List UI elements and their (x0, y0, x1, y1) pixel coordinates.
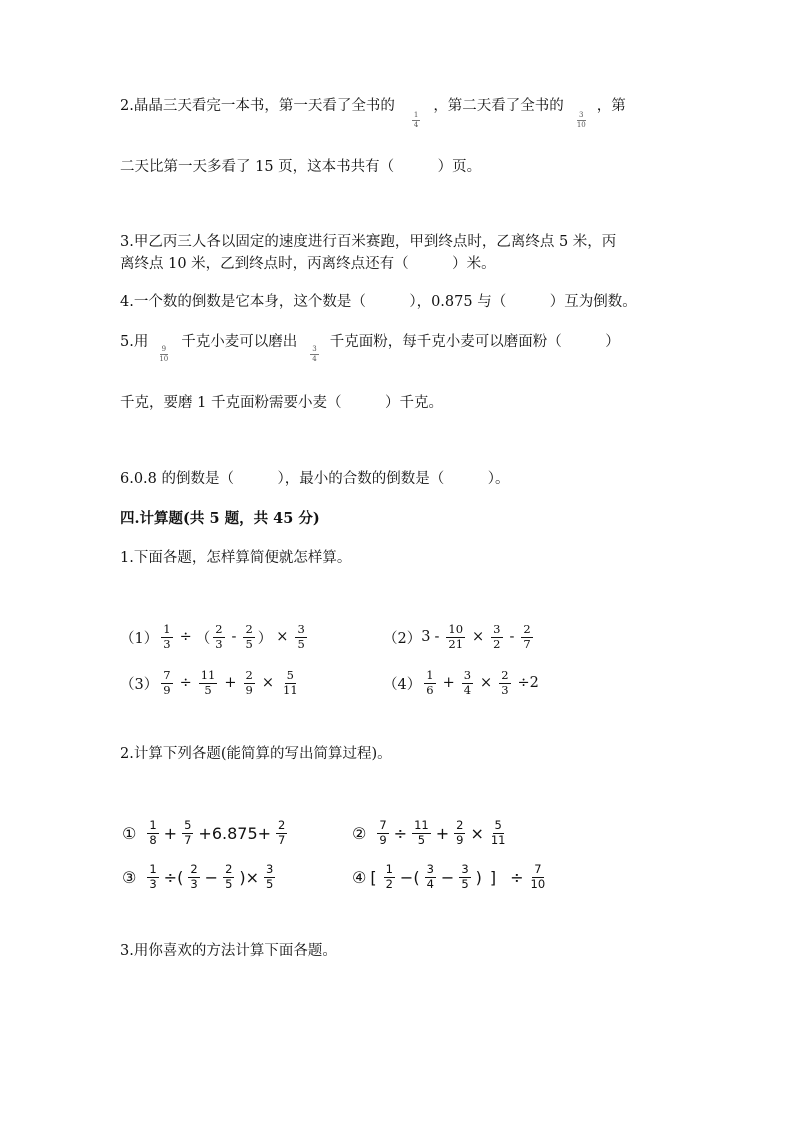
operator: ÷ (179, 675, 192, 691)
operator: ÷ (179, 629, 192, 645)
fraction: $\frac{2}{5}$ (245, 622, 253, 651)
question-2-line-1 (120, 96, 626, 129)
operator: + (224, 675, 237, 691)
q5-text-a: 5.用 (120, 334, 149, 350)
fraction: $\frac{1}{3}$ (149, 862, 157, 891)
operator: × (261, 675, 274, 691)
fraction: $\frac{9}{10}$ (159, 344, 169, 363)
fraction: $\frac{2}{7}$ (523, 622, 531, 651)
problem-label: （2） (383, 630, 422, 647)
operator: ÷ (393, 823, 408, 843)
question-3-line-1: 3.甲乙丙三人各以固定的速度进行百米赛跑，甲到终点时，乙离终点 5 米，丙 (120, 234, 617, 250)
problem-label: ③ (122, 867, 137, 887)
calc-1-problem-4 (383, 670, 543, 696)
fraction: $\frac{3}{4}$ (426, 862, 434, 891)
calc-1-problem-2 (383, 624, 536, 650)
fraction: $\frac{5}{11}$ (490, 818, 506, 847)
operator: − (440, 867, 455, 887)
problem-label: （1） (120, 630, 159, 647)
operator: × (276, 629, 289, 645)
q2-text-c: ，第 (596, 98, 626, 114)
question-5-line-2: 千克，要磨 1 千克面粉需要小麦（ ）千克。 (120, 395, 443, 411)
bracket: ] (489, 867, 497, 887)
operator: × (470, 823, 484, 843)
problem-label: ② (352, 823, 367, 843)
question-5-line-1 (120, 332, 620, 363)
operator: ÷ (510, 867, 524, 887)
operator: + (163, 823, 178, 843)
whole-number: 3 (421, 629, 431, 645)
q5-text-c: 千克面粉，每千克小麦可以磨面粉（ ） (329, 334, 620, 350)
q2-text-a: 2.晶晶三天看完一本书，第一天看了全书的 (120, 98, 395, 114)
operator: + (435, 823, 450, 843)
calc-3-title: 3.用你喜欢的方法计算下面各题。 (120, 943, 337, 959)
fraction: $\frac{7}{9}$ (163, 668, 171, 697)
paren: （ (195, 630, 211, 647)
fraction: $\frac{2}{9}$ (245, 668, 253, 697)
fraction: $\frac{3}{10}$ (576, 110, 586, 129)
fraction: $\frac{3}{4}$ (463, 668, 472, 697)
fraction: $\frac{11}{5}$ (200, 668, 216, 697)
operator: - (231, 629, 237, 645)
fraction: $\frac{1}{2}$ (385, 862, 393, 891)
operator: × (480, 675, 493, 691)
fraction: $\frac{1}{4}$ (413, 110, 419, 129)
operator: −( (399, 867, 420, 887)
operator: + (442, 675, 455, 691)
problem-label: （3） (120, 676, 159, 693)
calc-1-problem-3 (120, 670, 303, 696)
problem-label: （4） (383, 676, 422, 693)
fraction: $\frac{2}{5}$ (225, 862, 233, 891)
calc-1-problem-1 (120, 624, 310, 650)
operator: +6.875+ (198, 823, 272, 843)
calc-2-problem-2 (352, 820, 511, 846)
fraction: $\frac{3}{2}$ (493, 622, 501, 651)
fraction: $\frac{2}{3}$ (215, 622, 223, 651)
fraction: $\frac{7}{10}$ (530, 862, 546, 891)
fraction: $\frac{2}{3}$ (190, 862, 198, 891)
operator: ) (475, 867, 482, 887)
problem-label: ① (122, 823, 137, 843)
q2-text-b: ，第二天看了全书的 (433, 98, 564, 114)
operator: - (434, 629, 440, 645)
operator: ÷2 (517, 675, 539, 691)
operator: )× (239, 867, 260, 887)
calc-1-title: 1.下面各题，怎样算简便就怎样算。 (120, 550, 352, 566)
fraction: $\frac{3}{5}$ (266, 862, 274, 891)
operator: ÷( (163, 867, 184, 887)
fraction: $\frac{10}{21}$ (448, 622, 464, 651)
fraction: $\frac{1}{3}$ (163, 622, 171, 651)
paren: ） (257, 630, 273, 647)
question-6: 6.0.8 的倒数是（ ），最小的合数的倒数是（ ）。 (120, 471, 510, 487)
operator: − (204, 867, 219, 887)
fraction: $\frac{2}{9}$ (456, 818, 464, 847)
calc-2-problem-1 (122, 820, 290, 846)
fraction: $\frac{2}{3}$ (501, 668, 509, 697)
question-4: 4.一个数的倒数是它本身，这个数是（ ），0.875 与（ ）互为倒数。 (120, 294, 637, 310)
operator: - (509, 629, 515, 645)
question-2-line-2: 二天比第一天多看了 15 页，这本书共有（ ）页。 (120, 159, 482, 175)
calc-2-problem-3 (122, 864, 278, 890)
section-heading: 四.计算题(共 5 题，共 45 分) (120, 510, 320, 527)
fraction: $\frac{7}{9}$ (379, 818, 387, 847)
problem-label: ④ (352, 867, 367, 887)
fraction: $\frac{1}{8}$ (149, 818, 157, 847)
fraction: $\frac{5}{7}$ (184, 818, 192, 847)
q5-text-b: 千克小麦可以磨出 (181, 334, 298, 350)
fraction: $\frac{2}{7}$ (278, 818, 286, 847)
bracket: [ (370, 867, 377, 887)
fraction: $\frac{3}{5}$ (461, 862, 469, 891)
fraction: $\frac{3}{5}$ (297, 622, 305, 651)
calc-2-title: 2.计算下列各题(能简算的写出简算过程)。 (120, 746, 392, 762)
calc-2-problem-4 (352, 864, 550, 890)
fraction: $\frac{11}{5}$ (414, 818, 429, 847)
question-3-line-2: 离终点 10 米，乙到终点时，丙离终点还有（ ）米。 (120, 256, 496, 272)
operator: × (472, 629, 485, 645)
fraction: $\frac{5}{11}$ (283, 668, 298, 697)
fraction: $\frac{1}{6}$ (426, 668, 434, 697)
fraction: $\frac{3}{4}$ (312, 344, 317, 363)
